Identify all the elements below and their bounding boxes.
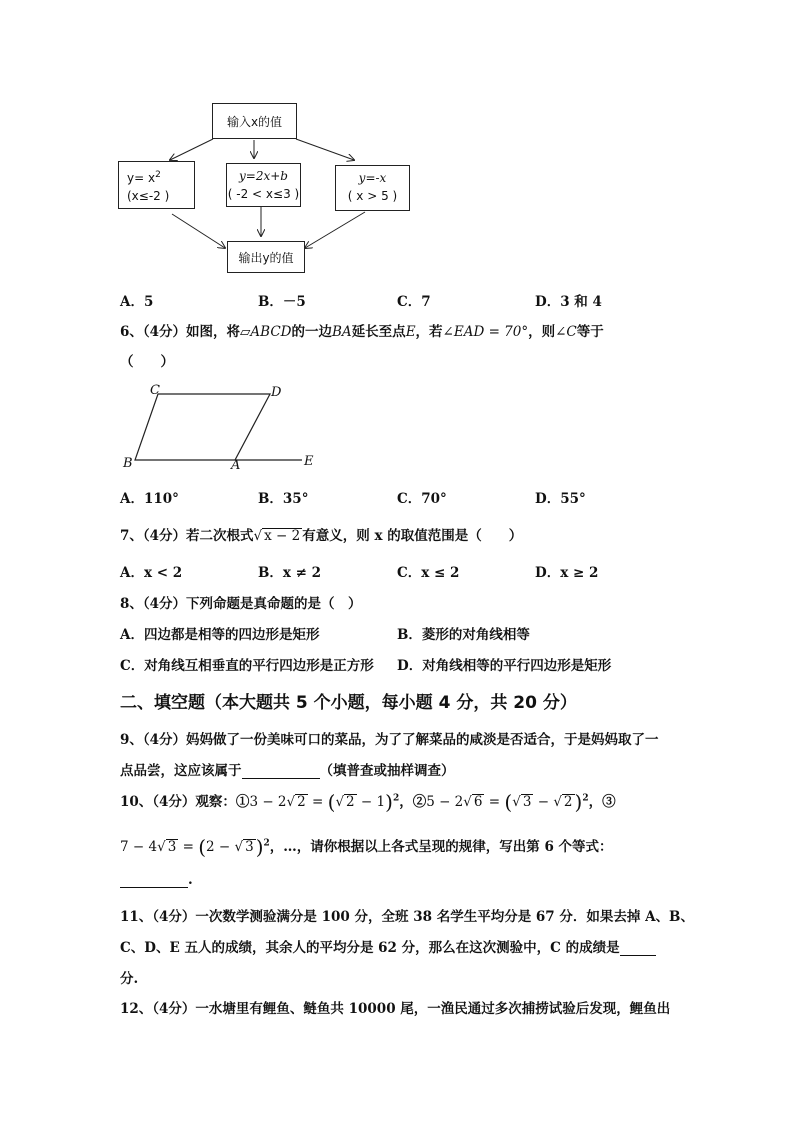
q8-option-b: B．菱形的对角线相等 bbox=[397, 627, 530, 643]
q9-line2-post: （填普查或抽样调查） bbox=[319, 763, 455, 779]
q10-line1: 10、（4分）观察：①3 − 2√ 2 = (√ 2 − 1)$^2$，②5 − 2√ 6 = (√ 3 − √ 2 )$^2$，③ bbox=[120, 790, 616, 814]
q5-option-d: D．3 和 4 bbox=[535, 294, 602, 310]
q6-mid1: 的一边 bbox=[291, 324, 333, 340]
middle-eq: y=2x+b bbox=[239, 169, 288, 183]
q11-line2-pre: C、D、E 五人的成绩，其余人的平均分是 62 分，那么在这次测验中，C 的成绩是 bbox=[120, 940, 620, 956]
q7-option-b: B．x ≠ 2 bbox=[258, 565, 322, 581]
q10-e1-exp: 2 bbox=[392, 793, 400, 804]
q10-e2-rhs-mid: − bbox=[533, 794, 554, 810]
left-branch-box bbox=[118, 161, 195, 209]
q5-option-c: C．7 bbox=[397, 294, 431, 310]
q8-option-a: A．四边都是相等的四边形是矩形 bbox=[120, 627, 320, 643]
left-cond: (x≤-2 ) bbox=[127, 189, 170, 203]
output-box bbox=[227, 241, 305, 273]
q5-option-a: A．5 bbox=[120, 294, 154, 310]
q8-option-c: C．对角线互相垂直的平行四边形是正方形 bbox=[120, 658, 374, 674]
q6-option-d: D．55° bbox=[535, 491, 586, 507]
q6-seg: BA bbox=[332, 324, 352, 340]
q7-radicand: x − 2 bbox=[264, 528, 301, 544]
label-e: E bbox=[304, 454, 314, 469]
input-label: 输入x的值 bbox=[226, 114, 283, 129]
q6-paren: （ ） bbox=[120, 354, 174, 370]
q8-option-d: D．对角线相等的平行四边形是矩形 bbox=[397, 658, 612, 674]
q6-stem bbox=[120, 320, 604, 340]
q10-e2-lhs: 5 − 2 bbox=[426, 794, 464, 810]
q10-e2-rad: 6 bbox=[473, 794, 483, 810]
q10-sep3: ，③ bbox=[588, 794, 616, 810]
q10-line2: 7 − 4√ 3 = (2 − √ 3 )$^2$，…，请你根据以上各式呈现的规律，写出第 6 个等式： bbox=[120, 835, 613, 859]
q7-suffix: 有意义，则 x 的取值范围是（ ） bbox=[302, 528, 523, 544]
q7-stem: 7、（4分）若二次根式√ x − 2 有意义，则 x 的取值范围是（ ） bbox=[120, 528, 523, 544]
right-branch-box bbox=[335, 165, 410, 211]
q10-e3-rhs-rad: 3 bbox=[245, 839, 254, 855]
q6-shape: ▱ABCD bbox=[240, 324, 292, 340]
label-d: D bbox=[271, 385, 282, 400]
left-eq: y= x bbox=[127, 171, 156, 185]
q7-option-a: A．x < 2 bbox=[120, 565, 183, 581]
flowchart-arrows bbox=[0, 0, 794, 290]
middle-branch-box bbox=[226, 163, 301, 207]
q11-blank bbox=[620, 941, 656, 956]
q11-line1: 11、（4分）一次数学测验满分是 100 分，全班 38 名学生平均分是 67 分．如果去掉 A、B、 bbox=[120, 909, 694, 925]
q5-option-b: B．－5 bbox=[258, 294, 306, 310]
q9-blank bbox=[242, 764, 320, 779]
label-b: B bbox=[123, 456, 133, 471]
q7-prefix: 7、（4分）若二次根式 bbox=[120, 528, 254, 544]
q10-e2-rhs-rad2: 2 bbox=[563, 794, 573, 810]
q6-prefix: 6、（4分）如图，将 bbox=[120, 324, 241, 340]
q8-stem: 8、（4分）下列命题是真命题的是（ ） bbox=[120, 596, 362, 612]
q7-option-c: C．x ≤ 2 bbox=[397, 565, 460, 581]
q6-angle2: ∠C bbox=[555, 324, 577, 340]
q10-e2-exp: 2 bbox=[582, 793, 589, 804]
output-label: 输出y的值 bbox=[238, 250, 294, 265]
q6-pt: E bbox=[405, 324, 416, 340]
q10-e3-rad: 3 bbox=[167, 839, 177, 855]
q10-sep2: ，② bbox=[399, 794, 427, 810]
q6-mid3: ，若 bbox=[415, 324, 443, 340]
q6-option-c: C．70° bbox=[397, 491, 447, 507]
q10-pre: 10、（4分）观察：① bbox=[120, 794, 250, 810]
q10-end: . bbox=[188, 872, 193, 888]
q6-mid4: ，则 bbox=[528, 324, 556, 340]
q10-blank bbox=[120, 873, 188, 888]
right-eq: y=-x bbox=[358, 171, 387, 185]
section-heading: 二、填空题（本大题共 5 个小题，每小题 4 分，共 20 分） bbox=[120, 693, 577, 713]
q10-e1-lhs: 3 − 2 bbox=[249, 794, 287, 810]
q6-mid2: 延长至点 bbox=[351, 324, 406, 340]
q9-line2-pre: 点品尝，这应该属于 bbox=[120, 763, 242, 779]
q10-e3-rhs-head: 2 − bbox=[206, 839, 235, 855]
right-cond: ( x > 5 ) bbox=[347, 189, 398, 203]
q10-e2-rhs-rad1: 3 bbox=[522, 794, 532, 810]
q11-line3: 分. bbox=[120, 971, 139, 987]
q11-line2 bbox=[120, 936, 656, 956]
q6-option-b: B．35° bbox=[258, 491, 309, 507]
q6-suffix: 等于 bbox=[576, 324, 604, 340]
left-exp: 2 bbox=[155, 170, 161, 180]
q10-e1-rhs-tail: − 1 bbox=[356, 794, 386, 810]
q10-e3-exp: 2 bbox=[263, 838, 270, 849]
parallelogram-figure bbox=[115, 380, 325, 475]
parallelogram-shape bbox=[135, 394, 270, 460]
input-box bbox=[212, 103, 297, 139]
q9-line1: 9、（4分）妈妈做了一份美味可口的菜品，为了了解菜品的咸淡是否适合，于是妈妈取了一 bbox=[120, 732, 659, 748]
q9-line2 bbox=[120, 759, 455, 779]
q6-angle: ∠EAD = 70° bbox=[442, 324, 529, 340]
q12-line1: 12、（4分）一水塘里有鲤鱼、鲢鱼共 10000 尾，一渔民通过多次捕捞试验后发现，鲤鱼出 bbox=[120, 1001, 671, 1017]
q10-e1-rad: 2 bbox=[297, 794, 306, 810]
label-c: C bbox=[150, 383, 160, 398]
q10-line3 bbox=[120, 872, 193, 888]
q6-option-a: A．110° bbox=[120, 491, 179, 507]
label-a: A bbox=[231, 458, 241, 473]
q7-option-d: D．x ≥ 2 bbox=[535, 565, 599, 581]
q10-e1-rhs-rad: 2 bbox=[346, 794, 355, 810]
middle-cond: ( -2 < x≤3 ) bbox=[227, 187, 300, 201]
q10-tail: ，…，请你根据以上各式呈现的规律，写出第 6 个等式： bbox=[269, 839, 613, 855]
q10-e3-lhs: 7 − 4 bbox=[120, 839, 158, 855]
